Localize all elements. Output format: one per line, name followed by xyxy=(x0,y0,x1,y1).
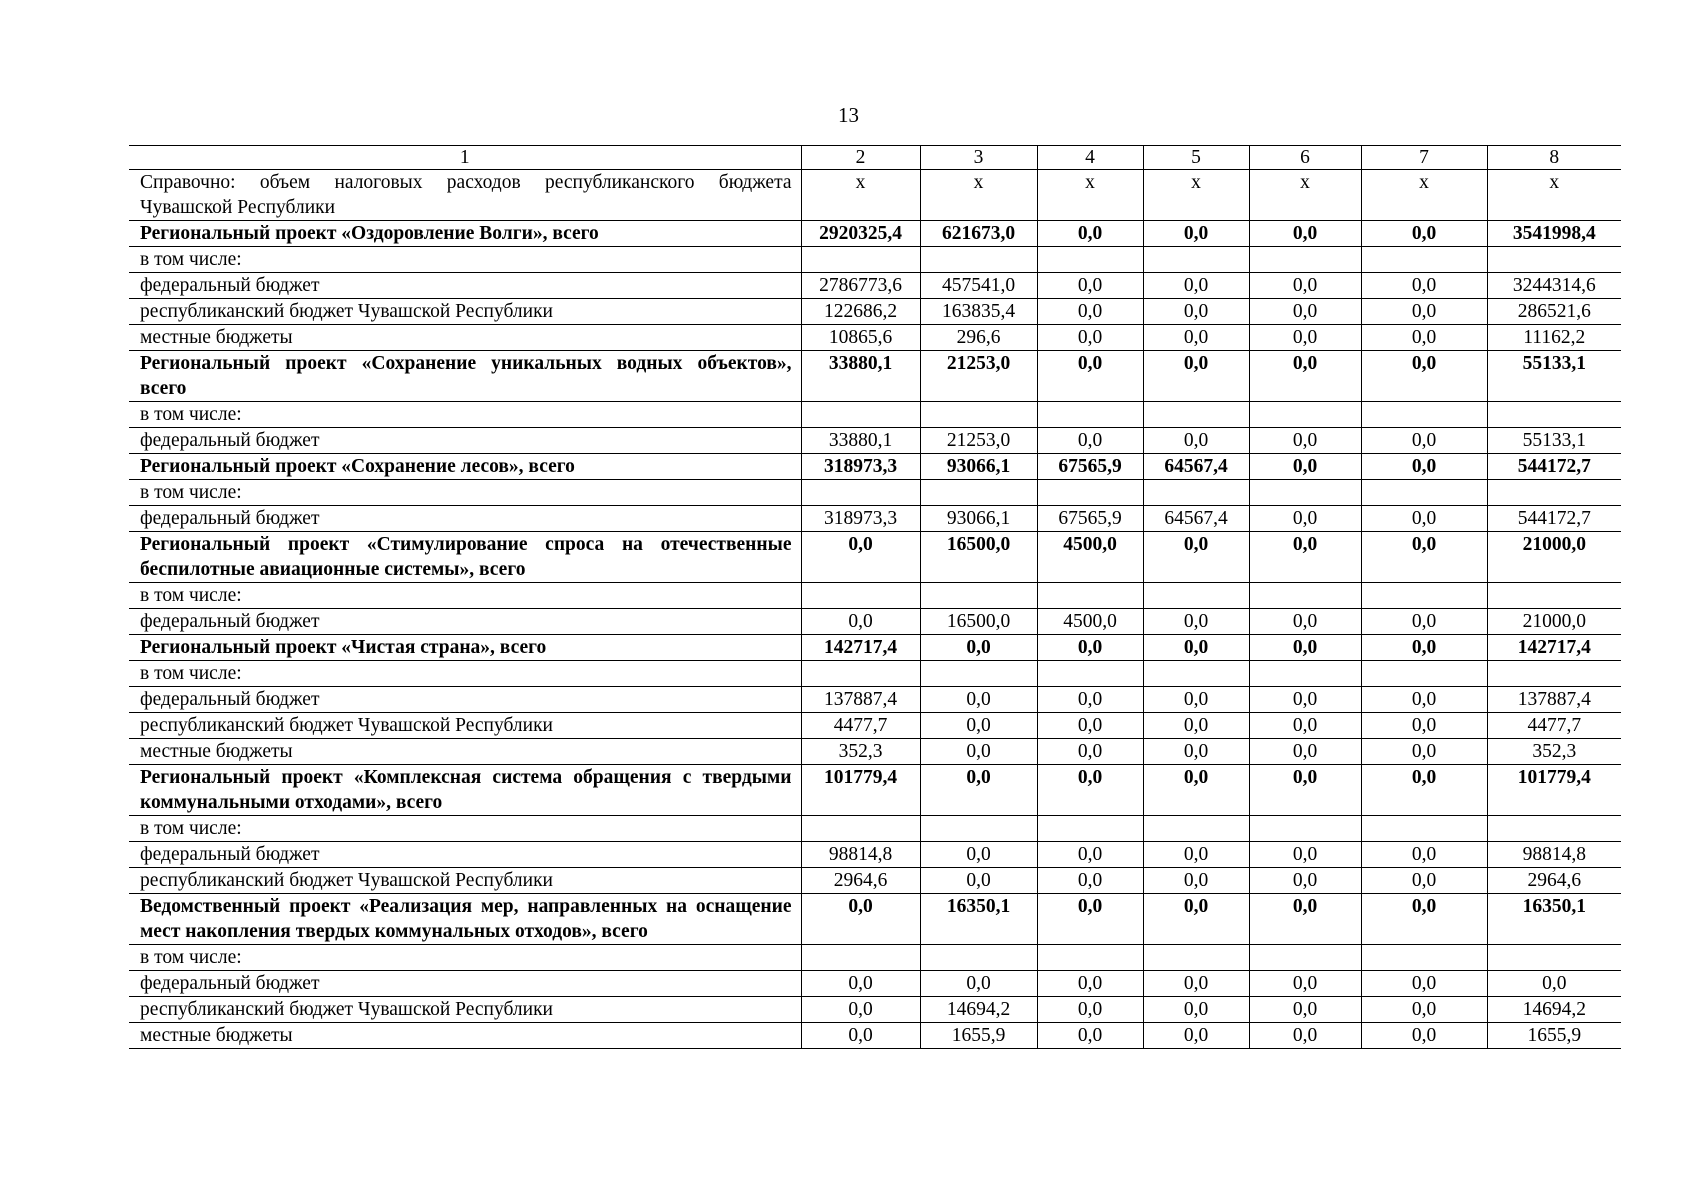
value-cell-col-6 xyxy=(1249,661,1361,687)
value-cell-col-7 xyxy=(1361,945,1487,971)
column-header: 1 xyxy=(129,146,801,170)
value-cell-col-4 xyxy=(1037,945,1143,971)
table-row xyxy=(129,428,1621,454)
value-cell-col-7: 0,0 xyxy=(1361,894,1487,945)
value-cell-col-7 xyxy=(1361,402,1487,428)
project-total-row xyxy=(129,351,1621,402)
value-cell-col-4: 0,0 xyxy=(1037,221,1143,247)
value-cell-col-4: 0,0 xyxy=(1037,273,1143,299)
value-cell-col-6: 0,0 xyxy=(1249,506,1361,532)
row-label: Справочно: объем налоговых расходов республиканского бюджета Чувашской Республики xyxy=(129,170,801,221)
value-cell-col-4: 0,0 xyxy=(1037,894,1143,945)
value-cell-col-3: 296,6 xyxy=(920,325,1037,351)
value-cell-col-8: 14694,2 xyxy=(1487,997,1621,1023)
value-cell-col-2: 2920325,4 xyxy=(801,221,920,247)
value-cell-col-6 xyxy=(1249,816,1361,842)
value-cell-col-5: 0,0 xyxy=(1143,868,1249,894)
value-cell-col-6: 0,0 xyxy=(1249,273,1361,299)
value-cell-col-6: 0,0 xyxy=(1249,842,1361,868)
value-cell-col-4: 0,0 xyxy=(1037,299,1143,325)
value-cell-col-3: 0,0 xyxy=(920,635,1037,661)
value-cell-col-8: 142717,4 xyxy=(1487,635,1621,661)
row-label: федеральный бюджет xyxy=(129,273,801,299)
value-cell-col-5 xyxy=(1143,945,1249,971)
value-cell-col-3 xyxy=(920,816,1037,842)
value-cell-col-5 xyxy=(1143,583,1249,609)
value-cell-col-7: 0,0 xyxy=(1361,299,1487,325)
table-row xyxy=(129,687,1621,713)
row-label: в том числе: xyxy=(129,402,801,428)
value-cell-col-8 xyxy=(1487,402,1621,428)
row-label: Региональный проект «Сохранение лесов», всего xyxy=(129,454,801,480)
value-cell-col-8: 16350,1 xyxy=(1487,894,1621,945)
value-cell-col-6: 0,0 xyxy=(1249,428,1361,454)
project-total-row xyxy=(129,635,1621,661)
row-label: в том числе: xyxy=(129,661,801,687)
budget-table xyxy=(129,145,1621,1049)
row-label: Ведомственный проект «Реализация мер, направленных на оснащение мест накопления твердых коммунальных отходов», всего xyxy=(129,894,801,945)
value-cell-col-7: 0,0 xyxy=(1361,868,1487,894)
value-cell-col-2: 0,0 xyxy=(801,532,920,583)
row-label: Региональный проект «Комплексная система обращения с твердыми коммунальными отходами», всего xyxy=(129,765,801,816)
value-cell-col-6: 0,0 xyxy=(1249,609,1361,635)
row-label: федеральный бюджет xyxy=(129,609,801,635)
value-cell-col-3: 0,0 xyxy=(920,765,1037,816)
subheading-row xyxy=(129,247,1621,273)
value-cell-col-3: 16500,0 xyxy=(920,532,1037,583)
value-cell-col-2: 0,0 xyxy=(801,609,920,635)
value-cell-col-3: 0,0 xyxy=(920,739,1037,765)
value-cell-col-5: 0,0 xyxy=(1143,532,1249,583)
row-label: в том числе: xyxy=(129,480,801,506)
column-header: 5 xyxy=(1143,146,1249,170)
value-cell-col-4: 0,0 xyxy=(1037,868,1143,894)
value-cell-col-8 xyxy=(1487,661,1621,687)
value-cell-col-4: 0,0 xyxy=(1037,971,1143,997)
value-cell-col-4 xyxy=(1037,661,1143,687)
table-row xyxy=(129,325,1621,351)
value-cell-col-5 xyxy=(1143,480,1249,506)
row-label: Региональный проект «Сохранение уникальных водных объектов», всего xyxy=(129,351,801,402)
value-cell-col-5: 0,0 xyxy=(1143,842,1249,868)
value-cell-col-5: 0,0 xyxy=(1143,428,1249,454)
value-cell-col-3: 21253,0 xyxy=(920,351,1037,402)
row-label: республиканский бюджет Чувашской Республики xyxy=(129,997,801,1023)
value-cell-col-6: 0,0 xyxy=(1249,532,1361,583)
value-cell-col-6: 0,0 xyxy=(1249,325,1361,351)
value-cell-col-2 xyxy=(801,480,920,506)
value-cell-col-6: х xyxy=(1249,170,1361,221)
value-cell-col-5: 0,0 xyxy=(1143,687,1249,713)
row-label: в том числе: xyxy=(129,945,801,971)
project-total-row xyxy=(129,532,1621,583)
table-row xyxy=(129,170,1621,221)
row-label: Региональный проект «Чистая страна», всего xyxy=(129,635,801,661)
value-cell-col-5 xyxy=(1143,247,1249,273)
value-cell-col-6: 0,0 xyxy=(1249,765,1361,816)
value-cell-col-8: 286521,6 xyxy=(1487,299,1621,325)
value-cell-col-8 xyxy=(1487,583,1621,609)
subheading-row xyxy=(129,661,1621,687)
value-cell-col-2: 98814,8 xyxy=(801,842,920,868)
column-header: 8 xyxy=(1487,146,1621,170)
value-cell-col-5: 0,0 xyxy=(1143,1023,1249,1049)
subheading-row xyxy=(129,816,1621,842)
subheading-row xyxy=(129,402,1621,428)
value-cell-col-3 xyxy=(920,402,1037,428)
value-cell-col-7 xyxy=(1361,661,1487,687)
value-cell-col-2 xyxy=(801,583,920,609)
table-row xyxy=(129,971,1621,997)
row-label: в том числе: xyxy=(129,583,801,609)
value-cell-col-2: 33880,1 xyxy=(801,351,920,402)
row-label: Региональный проект «Оздоровление Волги», всего xyxy=(129,221,801,247)
value-cell-col-5: х xyxy=(1143,170,1249,221)
value-cell-col-6 xyxy=(1249,480,1361,506)
table-body xyxy=(129,146,1621,1049)
column-header: 4 xyxy=(1037,146,1143,170)
column-header: 7 xyxy=(1361,146,1487,170)
project-total-row xyxy=(129,454,1621,480)
row-label: федеральный бюджет xyxy=(129,687,801,713)
row-label: федеральный бюджет xyxy=(129,428,801,454)
value-cell-col-6: 0,0 xyxy=(1249,894,1361,945)
value-cell-col-3 xyxy=(920,247,1037,273)
value-cell-col-3: 21253,0 xyxy=(920,428,1037,454)
value-cell-col-2: 2964,6 xyxy=(801,868,920,894)
value-cell-col-4: 67565,9 xyxy=(1037,506,1143,532)
value-cell-col-4: 0,0 xyxy=(1037,687,1143,713)
value-cell-col-3: 163835,4 xyxy=(920,299,1037,325)
column-header: 2 xyxy=(801,146,920,170)
page-number: 13 xyxy=(838,103,859,127)
value-cell-col-8: 0,0 xyxy=(1487,971,1621,997)
value-cell-col-2: 122686,2 xyxy=(801,299,920,325)
value-cell-col-5: 0,0 xyxy=(1143,351,1249,402)
column-header: 3 xyxy=(920,146,1037,170)
value-cell-col-6 xyxy=(1249,945,1361,971)
value-cell-col-7: 0,0 xyxy=(1361,351,1487,402)
table-row xyxy=(129,713,1621,739)
value-cell-col-4: 67565,9 xyxy=(1037,454,1143,480)
value-cell-col-7: 0,0 xyxy=(1361,739,1487,765)
value-cell-col-3: 14694,2 xyxy=(920,997,1037,1023)
value-cell-col-8: 3244314,6 xyxy=(1487,273,1621,299)
table-row xyxy=(129,842,1621,868)
value-cell-col-7 xyxy=(1361,583,1487,609)
value-cell-col-6: 0,0 xyxy=(1249,1023,1361,1049)
value-cell-col-8: 544172,7 xyxy=(1487,506,1621,532)
value-cell-col-3 xyxy=(920,945,1037,971)
row-label: в том числе: xyxy=(129,247,801,273)
value-cell-col-2: 0,0 xyxy=(801,971,920,997)
value-cell-col-5: 0,0 xyxy=(1143,325,1249,351)
value-cell-col-2: 142717,4 xyxy=(801,635,920,661)
value-cell-col-8: х xyxy=(1487,170,1621,221)
value-cell-col-2: 318973,3 xyxy=(801,506,920,532)
value-cell-col-8: 544172,7 xyxy=(1487,454,1621,480)
value-cell-col-2: 4477,7 xyxy=(801,713,920,739)
value-cell-col-2 xyxy=(801,945,920,971)
value-cell-col-4: 0,0 xyxy=(1037,351,1143,402)
value-cell-col-2: 318973,3 xyxy=(801,454,920,480)
value-cell-col-7: х xyxy=(1361,170,1487,221)
value-cell-col-3: 0,0 xyxy=(920,842,1037,868)
value-cell-col-4: 0,0 xyxy=(1037,428,1143,454)
value-cell-col-8: 2964,6 xyxy=(1487,868,1621,894)
table-row xyxy=(129,1023,1621,1049)
table-row xyxy=(129,609,1621,635)
row-label: республиканский бюджет Чувашской Республики xyxy=(129,713,801,739)
row-label: республиканский бюджет Чувашской Республики xyxy=(129,299,801,325)
row-label: в том числе: xyxy=(129,816,801,842)
value-cell-col-4 xyxy=(1037,583,1143,609)
value-cell-col-5: 64567,4 xyxy=(1143,454,1249,480)
table-header-row xyxy=(129,146,1621,170)
value-cell-col-8: 55133,1 xyxy=(1487,428,1621,454)
value-cell-col-2: 101779,4 xyxy=(801,765,920,816)
value-cell-col-7: 0,0 xyxy=(1361,428,1487,454)
value-cell-col-8: 21000,0 xyxy=(1487,532,1621,583)
value-cell-col-5: 0,0 xyxy=(1143,635,1249,661)
value-cell-col-2: 10865,6 xyxy=(801,325,920,351)
value-cell-col-7 xyxy=(1361,816,1487,842)
value-cell-col-4 xyxy=(1037,816,1143,842)
value-cell-col-3: 93066,1 xyxy=(920,506,1037,532)
value-cell-col-8 xyxy=(1487,945,1621,971)
value-cell-col-4: 0,0 xyxy=(1037,739,1143,765)
value-cell-col-7 xyxy=(1361,480,1487,506)
value-cell-col-6: 0,0 xyxy=(1249,971,1361,997)
value-cell-col-3 xyxy=(920,661,1037,687)
value-cell-col-7: 0,0 xyxy=(1361,997,1487,1023)
value-cell-col-4: 0,0 xyxy=(1037,325,1143,351)
value-cell-col-7: 0,0 xyxy=(1361,635,1487,661)
value-cell-col-5: 0,0 xyxy=(1143,997,1249,1023)
value-cell-col-3: 0,0 xyxy=(920,971,1037,997)
value-cell-col-7: 0,0 xyxy=(1361,506,1487,532)
value-cell-col-6: 0,0 xyxy=(1249,299,1361,325)
value-cell-col-2: х xyxy=(801,170,920,221)
value-cell-col-2: 0,0 xyxy=(801,997,920,1023)
value-cell-col-5: 0,0 xyxy=(1143,971,1249,997)
value-cell-col-3: 1655,9 xyxy=(920,1023,1037,1049)
value-cell-col-7: 0,0 xyxy=(1361,842,1487,868)
value-cell-col-8 xyxy=(1487,816,1621,842)
row-label: федеральный бюджет xyxy=(129,971,801,997)
value-cell-col-4: 4500,0 xyxy=(1037,609,1143,635)
value-cell-col-2: 0,0 xyxy=(801,1023,920,1049)
row-label: федеральный бюджет xyxy=(129,506,801,532)
value-cell-col-8 xyxy=(1487,480,1621,506)
table-row xyxy=(129,273,1621,299)
value-cell-col-2: 137887,4 xyxy=(801,687,920,713)
value-cell-col-2 xyxy=(801,816,920,842)
value-cell-col-7 xyxy=(1361,247,1487,273)
value-cell-col-7: 0,0 xyxy=(1361,609,1487,635)
value-cell-col-3: 93066,1 xyxy=(920,454,1037,480)
value-cell-col-8: 137887,4 xyxy=(1487,687,1621,713)
value-cell-col-8: 21000,0 xyxy=(1487,609,1621,635)
value-cell-col-4 xyxy=(1037,402,1143,428)
value-cell-col-8: 1655,9 xyxy=(1487,1023,1621,1049)
value-cell-col-6 xyxy=(1249,583,1361,609)
value-cell-col-2: 352,3 xyxy=(801,739,920,765)
value-cell-col-6: 0,0 xyxy=(1249,713,1361,739)
table-row xyxy=(129,868,1621,894)
value-cell-col-7: 0,0 xyxy=(1361,532,1487,583)
value-cell-col-2: 2786773,6 xyxy=(801,273,920,299)
project-total-row xyxy=(129,221,1621,247)
value-cell-col-4: 4500,0 xyxy=(1037,532,1143,583)
value-cell-col-5: 0,0 xyxy=(1143,273,1249,299)
value-cell-col-4: 0,0 xyxy=(1037,997,1143,1023)
value-cell-col-5: 0,0 xyxy=(1143,739,1249,765)
value-cell-col-3 xyxy=(920,583,1037,609)
value-cell-col-6: 0,0 xyxy=(1249,635,1361,661)
value-cell-col-4: 0,0 xyxy=(1037,842,1143,868)
value-cell-col-6 xyxy=(1249,402,1361,428)
value-cell-col-8 xyxy=(1487,247,1621,273)
subheading-row xyxy=(129,480,1621,506)
value-cell-col-8: 55133,1 xyxy=(1487,351,1621,402)
value-cell-col-4 xyxy=(1037,480,1143,506)
value-cell-col-4 xyxy=(1037,247,1143,273)
value-cell-col-6: 0,0 xyxy=(1249,868,1361,894)
value-cell-col-8: 3541998,4 xyxy=(1487,221,1621,247)
project-total-row xyxy=(129,765,1621,816)
value-cell-col-7: 0,0 xyxy=(1361,765,1487,816)
project-total-row xyxy=(129,894,1621,945)
value-cell-col-7: 0,0 xyxy=(1361,687,1487,713)
value-cell-col-8: 352,3 xyxy=(1487,739,1621,765)
table-row xyxy=(129,997,1621,1023)
value-cell-col-4: х xyxy=(1037,170,1143,221)
value-cell-col-6: 0,0 xyxy=(1249,739,1361,765)
row-label: местные бюджеты xyxy=(129,1023,801,1049)
value-cell-col-5: 0,0 xyxy=(1143,221,1249,247)
value-cell-col-4: 0,0 xyxy=(1037,765,1143,816)
value-cell-col-3: 16500,0 xyxy=(920,609,1037,635)
value-cell-col-8: 11162,2 xyxy=(1487,325,1621,351)
value-cell-col-5: 0,0 xyxy=(1143,299,1249,325)
table-row xyxy=(129,739,1621,765)
value-cell-col-7: 0,0 xyxy=(1361,273,1487,299)
value-cell-col-7: 0,0 xyxy=(1361,454,1487,480)
value-cell-col-4: 0,0 xyxy=(1037,635,1143,661)
subheading-row xyxy=(129,583,1621,609)
value-cell-col-8: 98814,8 xyxy=(1487,842,1621,868)
value-cell-col-5: 0,0 xyxy=(1143,609,1249,635)
value-cell-col-4: 0,0 xyxy=(1037,713,1143,739)
table-row xyxy=(129,299,1621,325)
row-label: местные бюджеты xyxy=(129,739,801,765)
column-header: 6 xyxy=(1249,146,1361,170)
value-cell-col-4: 0,0 xyxy=(1037,1023,1143,1049)
value-cell-col-5: 0,0 xyxy=(1143,713,1249,739)
value-cell-col-8: 101779,4 xyxy=(1487,765,1621,816)
value-cell-col-3 xyxy=(920,480,1037,506)
value-cell-col-7: 0,0 xyxy=(1361,325,1487,351)
value-cell-col-8: 4477,7 xyxy=(1487,713,1621,739)
row-label: федеральный бюджет xyxy=(129,842,801,868)
value-cell-col-6 xyxy=(1249,247,1361,273)
value-cell-col-2: 33880,1 xyxy=(801,428,920,454)
value-cell-col-5 xyxy=(1143,816,1249,842)
value-cell-col-3: 0,0 xyxy=(920,687,1037,713)
value-cell-col-6: 0,0 xyxy=(1249,351,1361,402)
value-cell-col-6: 0,0 xyxy=(1249,454,1361,480)
value-cell-col-3: 0,0 xyxy=(920,868,1037,894)
row-label: республиканский бюджет Чувашской Республики xyxy=(129,868,801,894)
value-cell-col-2: 0,0 xyxy=(801,894,920,945)
value-cell-col-6: 0,0 xyxy=(1249,687,1361,713)
value-cell-col-5 xyxy=(1143,661,1249,687)
value-cell-col-7: 0,0 xyxy=(1361,713,1487,739)
subheading-row xyxy=(129,945,1621,971)
value-cell-col-3: 457541,0 xyxy=(920,273,1037,299)
row-label: Региональный проект «Стимулирование спроса на отечественные беспилотные авиационные системы», всего xyxy=(129,532,801,583)
value-cell-col-5: 0,0 xyxy=(1143,765,1249,816)
value-cell-col-3: 621673,0 xyxy=(920,221,1037,247)
value-cell-col-5: 64567,4 xyxy=(1143,506,1249,532)
value-cell-col-7: 0,0 xyxy=(1361,971,1487,997)
value-cell-col-3: 16350,1 xyxy=(920,894,1037,945)
row-label: местные бюджеты xyxy=(129,325,801,351)
value-cell-col-2 xyxy=(801,402,920,428)
value-cell-col-6: 0,0 xyxy=(1249,221,1361,247)
value-cell-col-3: 0,0 xyxy=(920,713,1037,739)
value-cell-col-7: 0,0 xyxy=(1361,221,1487,247)
value-cell-col-7: 0,0 xyxy=(1361,1023,1487,1049)
value-cell-col-5: 0,0 xyxy=(1143,894,1249,945)
value-cell-col-2 xyxy=(801,661,920,687)
value-cell-col-5 xyxy=(1143,402,1249,428)
value-cell-col-2 xyxy=(801,247,920,273)
value-cell-col-6: 0,0 xyxy=(1249,997,1361,1023)
table-row xyxy=(129,506,1621,532)
value-cell-col-3: х xyxy=(920,170,1037,221)
